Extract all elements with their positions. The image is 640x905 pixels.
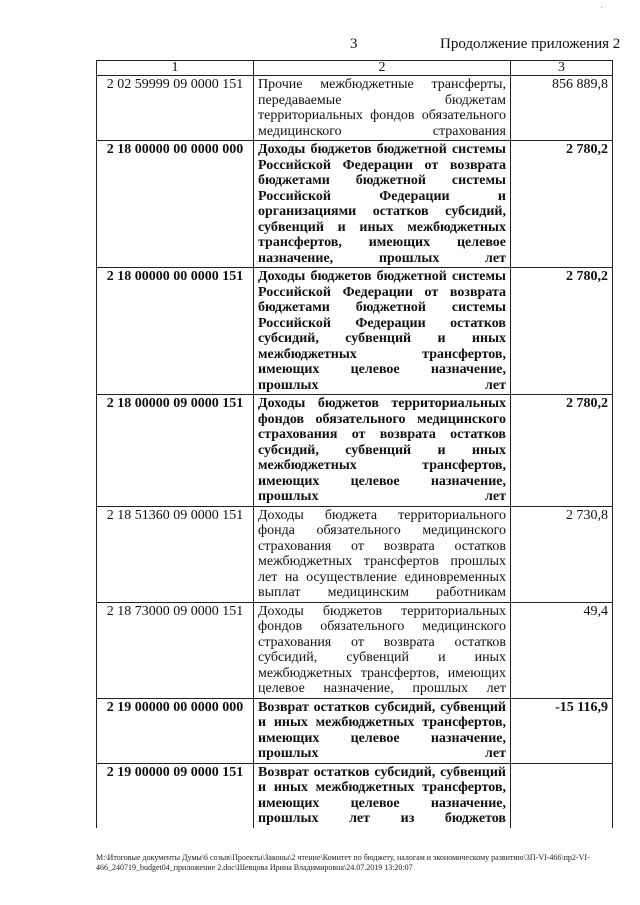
budget-code: 2 02 59999 09 0000 151 xyxy=(97,76,254,141)
table-row xyxy=(97,268,613,395)
table-row xyxy=(97,602,613,698)
budget-amount: 2 730,8 xyxy=(511,506,613,602)
column-header: 3 xyxy=(511,61,613,76)
table-row xyxy=(97,141,613,268)
budget-income-table xyxy=(96,60,613,828)
column-header: 2 xyxy=(254,61,511,76)
budget-code: 2 18 00000 09 0000 151 xyxy=(97,395,254,507)
table-row xyxy=(97,763,613,828)
table-row xyxy=(97,506,613,602)
budget-code: 2 18 51360 09 0000 151 xyxy=(97,506,254,602)
document-file-path: M:\Итоговые документы Думы\6 созыв\Проекты\Законы\2 чтение\Комитет по бюджету, налогам и экономическому развитию\3П-VI-466\пр2-VI-466_240719_budget04_приложение 2.doc\Шевцова Ирина Владимировна\24.07.2019 13:20:07 xyxy=(96,853,590,872)
budget-code: 2 18 73000 09 0000 151 xyxy=(97,602,254,698)
budget-amount xyxy=(511,763,613,828)
budget-amount: 856 889,8 xyxy=(511,76,613,141)
budget-amount: -15 116,9 xyxy=(511,698,613,763)
scan-mark: ˊ xyxy=(600,6,604,17)
table-header-row xyxy=(97,61,613,76)
budget-description: Прочие межбюджетные трансферты, передаваемые бюджетам территориальных фондов обязательного медицинского страхования xyxy=(254,76,511,141)
budget-description: Доходы бюджета территориального фонда обязательного медицинского страхования от возврата остатков межбюджетных трансфертов прошлых лет на осуществление единовременных выплат медицинским работникам xyxy=(254,506,511,602)
budget-amount: 49,4 xyxy=(511,602,613,698)
appendix-continuation-title: Продолжение приложения 2 xyxy=(440,36,621,52)
budget-code: 2 19 00000 09 0000 151 xyxy=(97,763,254,828)
budget-description: Доходы бюджетов бюджетной системы Российской Федерации от возврата бюджетами бюджетной системы Российской Федерации и организациями остатков субсидий, субвенций и иных межбюджетных трансфертов, имеющих целевое назначение, прошлых лет xyxy=(254,141,511,268)
budget-description: Возврат остатков субсидий, субвенций и иных межбюджетных трансфертов, имеющих целевое назначение, прошлых лет из бюджетов xyxy=(254,763,511,828)
table-row xyxy=(97,395,613,507)
budget-amount: 2 780,2 xyxy=(511,141,613,268)
budget-description: Возврат остатков субсидий, субвенций и иных межбюджетных трансфертов, имеющих целевое назначение, прошлых лет xyxy=(254,698,511,763)
budget-code: 2 19 00000 00 0000 000 xyxy=(97,698,254,763)
budget-amount: 2 780,2 xyxy=(511,268,613,395)
column-header: 1 xyxy=(97,61,254,76)
table-row xyxy=(97,698,613,763)
budget-amount: 2 780,2 xyxy=(511,395,613,507)
page-number: 3 xyxy=(350,36,358,52)
budget-code: 2 18 00000 00 0000 000 xyxy=(97,141,254,268)
budget-description: Доходы бюджетов территориальных фондов обязательного медицинского страхования от возврата остатков субсидий, субвенций и иных межбюджетных трансфертов, имеющих целевое назначение, прошлых лет xyxy=(254,602,511,698)
budget-description: Доходы бюджетов территориальных фондов обязательного медицинского страхования от возврата остатков субсидий, субвенций и иных межбюджетных трансфертов, имеющих целевое назначение, прошлых лет xyxy=(254,395,511,507)
table-row xyxy=(97,76,613,141)
budget-description: Доходы бюджетов бюджетной системы Российской Федерации от возврата бюджетами бюджетной системы Российской Федерации остатков субсидий, субвенций и иных межбюджетных трансфертов, имеющих целевое назначение, прошлых лет xyxy=(254,268,511,395)
budget-code: 2 18 00000 00 0000 151 xyxy=(97,268,254,395)
